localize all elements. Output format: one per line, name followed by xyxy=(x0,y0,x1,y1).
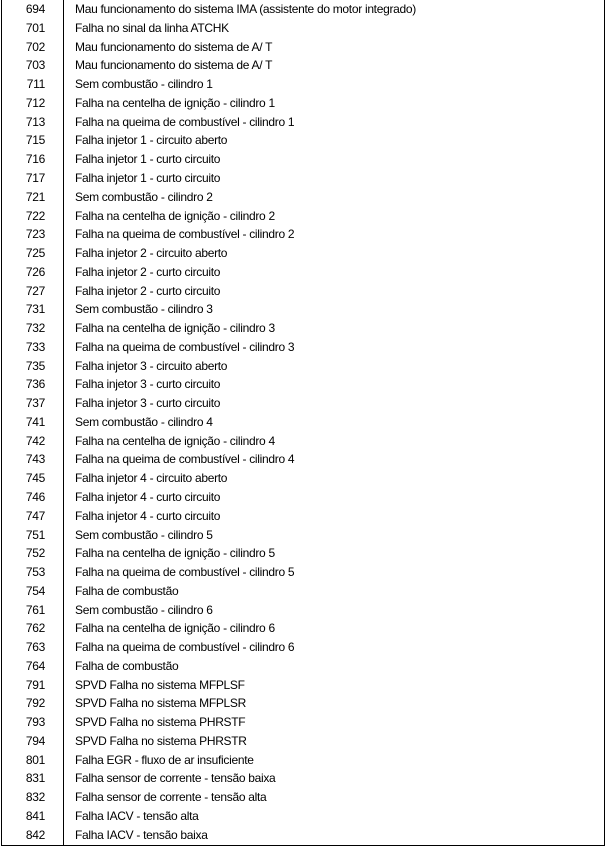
fault-code-cell: 746 xyxy=(2,488,64,507)
fault-code-cell: 792 xyxy=(2,694,64,713)
table-row xyxy=(2,507,605,526)
fault-description-cell: Falha injetor 1 - curto circuito xyxy=(75,152,221,167)
fault-description-cell: Falha na queima de combustível - cilindro 3 xyxy=(75,339,295,354)
fault-code-cell: 743 xyxy=(2,450,64,469)
fault-description-cell: Falha no sinal da linha ATCHK xyxy=(75,20,229,35)
table-row xyxy=(2,394,605,413)
fault-description-cell: SPVD Falha no sistema PHRSTR xyxy=(75,733,247,748)
fault-description-cell: Falha de combustão xyxy=(75,658,179,673)
fault-code-cell: 745 xyxy=(2,469,64,488)
table-row xyxy=(2,469,605,488)
table-row xyxy=(2,450,605,469)
fault-code-cell: 754 xyxy=(2,582,64,601)
fault-code-cell: 841 xyxy=(2,807,64,826)
table-row xyxy=(2,432,605,451)
table-row xyxy=(2,206,605,225)
table-row xyxy=(2,338,605,357)
table-row xyxy=(2,300,605,319)
fault-code-cell: 732 xyxy=(2,319,64,338)
fault-code-cell: 842 xyxy=(2,826,64,846)
fault-description-cell: Falha injetor 1 - circuito aberto xyxy=(75,133,228,148)
fault-code-cell: 725 xyxy=(2,244,64,263)
fault-description-cell: Falha na centelha de ignição - cilindro 6 xyxy=(75,621,275,636)
fault-description-cell: Mau funcionamento do sistema de A/ T xyxy=(75,58,273,73)
fault-description-cell: Falha na queima de combustível - cilindro 6 xyxy=(75,640,295,655)
fault-code-cell: 737 xyxy=(2,394,64,413)
fault-code-cell: 701 xyxy=(2,19,64,38)
fault-description-cell: SPVD Falha no sistema MFPLSF xyxy=(75,677,245,692)
fault-code-cell: 715 xyxy=(2,131,64,150)
table-row xyxy=(2,751,605,770)
table-row xyxy=(2,676,605,695)
fault-description-cell: Falha na queima de combustível - cilindro 4 xyxy=(75,452,295,467)
table-row xyxy=(2,150,605,169)
fault-code-cell: 831 xyxy=(2,769,64,788)
fault-code-cell: 742 xyxy=(2,432,64,451)
table-row xyxy=(2,788,605,807)
table-row xyxy=(2,281,605,300)
table-row xyxy=(2,75,605,94)
fault-description-cell: Falha injetor 4 - curto circuito xyxy=(75,508,221,523)
fault-code-table-body xyxy=(2,0,605,846)
table-row xyxy=(2,357,605,376)
fault-description-cell: Mau funcionamento do sistema de A/ T xyxy=(75,39,273,54)
table-row xyxy=(2,619,605,638)
fault-code-cell: 764 xyxy=(2,657,64,676)
fault-description-cell: Falha de combustão xyxy=(75,583,179,598)
fault-description-cell: Falha na centelha de ignição - cilindro 4 xyxy=(75,433,275,448)
fault-description-cell: Falha injetor 4 - circuito aberto xyxy=(75,471,228,486)
table-row xyxy=(2,563,605,582)
fault-description-cell: Falha injetor 3 - circuito aberto xyxy=(75,358,228,373)
fault-description-cell: Falha na centelha de ignição - cilindro 1 xyxy=(75,95,275,110)
table-row xyxy=(2,582,605,601)
fault-description-cell: Sem combustão - cilindro 6 xyxy=(75,602,213,617)
table-row xyxy=(2,713,605,732)
fault-description-cell: Sem combustão - cilindro 3 xyxy=(75,302,213,317)
fault-code-cell: 793 xyxy=(2,713,64,732)
table-row xyxy=(2,375,605,394)
table-row xyxy=(2,694,605,713)
table-row xyxy=(2,19,605,38)
fault-code-cell: 736 xyxy=(2,375,64,394)
fault-description-cell: Falha na queima de combustível - cilindro 5 xyxy=(75,565,295,580)
fault-code-cell: 762 xyxy=(2,619,64,638)
fault-description-cell: Falha na queima de combustível - cilindro 1 xyxy=(75,114,295,129)
table-row xyxy=(2,638,605,657)
fault-code-cell: 752 xyxy=(2,544,64,563)
fault-code-cell: 791 xyxy=(2,676,64,695)
table-row xyxy=(2,113,605,132)
fault-code-cell: 694 xyxy=(2,0,64,19)
fault-description-cell: Falha injetor 4 - curto circuito xyxy=(75,489,221,504)
fault-code-cell: 702 xyxy=(2,38,64,57)
table-row xyxy=(2,319,605,338)
table-row xyxy=(2,525,605,544)
fault-description-cell: Falha IACV - tensão baixa xyxy=(75,828,208,843)
fault-description-cell: Falha EGR - fluxo de ar insuficiente xyxy=(75,752,254,767)
fault-description-cell: Falha injetor 2 - curto circuito xyxy=(75,283,221,298)
table-row xyxy=(2,94,605,113)
fault-description-cell: Sem combustão - cilindro 1 xyxy=(75,77,213,92)
fault-code-cell: 753 xyxy=(2,563,64,582)
fault-description-cell: Falha sensor de corrente - tensão baixa xyxy=(75,771,276,786)
fault-code-cell: 733 xyxy=(2,338,64,357)
table-row xyxy=(2,225,605,244)
fault-code-cell: 761 xyxy=(2,601,64,620)
fault-description-cell: Falha injetor 2 - circuito aberto xyxy=(75,246,228,261)
fault-description-cell: Sem combustão - cilindro 5 xyxy=(75,527,213,542)
fault-description-cell: SPVD Falha no sistema MFPLSR xyxy=(75,696,246,711)
fault-code-cell: 747 xyxy=(2,507,64,526)
fault-code-cell: 727 xyxy=(2,281,64,300)
fault-description-cell: Falha na centelha de ignição - cilindro 5 xyxy=(75,546,275,561)
table-row xyxy=(2,544,605,563)
fault-code-cell: 711 xyxy=(2,75,64,94)
fault-code-cell: 703 xyxy=(2,56,64,75)
table-row xyxy=(2,826,605,846)
fault-code-cell: 716 xyxy=(2,150,64,169)
table-row xyxy=(2,38,605,57)
fault-code-cell: 726 xyxy=(2,263,64,282)
fault-code-cell: 832 xyxy=(2,788,64,807)
table-row xyxy=(2,169,605,188)
fault-code-cell: 723 xyxy=(2,225,64,244)
fault-code-cell: 801 xyxy=(2,751,64,770)
fault-description-cell: Falha na centelha de ignição - cilindro 2 xyxy=(75,208,275,223)
table-row xyxy=(2,601,605,620)
fault-description-cell: Sem combustão - cilindro 4 xyxy=(75,414,213,429)
table-row xyxy=(2,188,605,207)
fault-code-cell: 721 xyxy=(2,188,64,207)
fault-description-cell: Falha sensor de corrente - tensão alta xyxy=(75,790,267,805)
table-row xyxy=(2,657,605,676)
table-row xyxy=(2,769,605,788)
fault-code-cell: 731 xyxy=(2,300,64,319)
fault-description-cell: Falha injetor 3 - curto circuito xyxy=(75,377,221,392)
fault-description-cell: Mau funcionamento do sistema IMA (assistente do motor integrado) xyxy=(75,2,416,17)
fault-code-cell: 763 xyxy=(2,638,64,657)
fault-code-cell: 717 xyxy=(2,169,64,188)
fault-code-cell: 751 xyxy=(2,525,64,544)
fault-code-cell: 741 xyxy=(2,413,64,432)
table-row xyxy=(2,244,605,263)
table-row xyxy=(2,488,605,507)
table-row xyxy=(2,0,605,19)
fault-code-cell: 712 xyxy=(2,94,64,113)
fault-code-cell: 713 xyxy=(2,113,64,132)
table-row xyxy=(2,732,605,751)
table-row xyxy=(2,131,605,150)
fault-code-cell: 722 xyxy=(2,206,64,225)
fault-code-cell: 735 xyxy=(2,357,64,376)
fault-code-cell: 794 xyxy=(2,732,64,751)
fault-description-cell: Falha injetor 2 - curto circuito xyxy=(75,264,221,279)
fault-description-cell: Falha na queima de combustível - cilindro 2 xyxy=(75,227,295,242)
table-row xyxy=(2,263,605,282)
fault-description-cell: Falha na centelha de ignição - cilindro 3 xyxy=(75,321,275,336)
fault-description-cell: Sem combustão - cilindro 2 xyxy=(75,189,213,204)
fault-description-cell: SPVD Falha no sistema PHRSTF xyxy=(75,715,246,730)
fault-description-cell: Falha injetor 3 - curto circuito xyxy=(75,396,221,411)
table-row xyxy=(2,56,605,75)
fault-code-table xyxy=(1,0,605,846)
table-row xyxy=(2,807,605,826)
fault-description-cell: Falha IACV - tensão alta xyxy=(75,809,199,823)
table-row xyxy=(2,413,605,432)
fault-description-cell: Falha injetor 1 - curto circuito xyxy=(75,170,221,185)
